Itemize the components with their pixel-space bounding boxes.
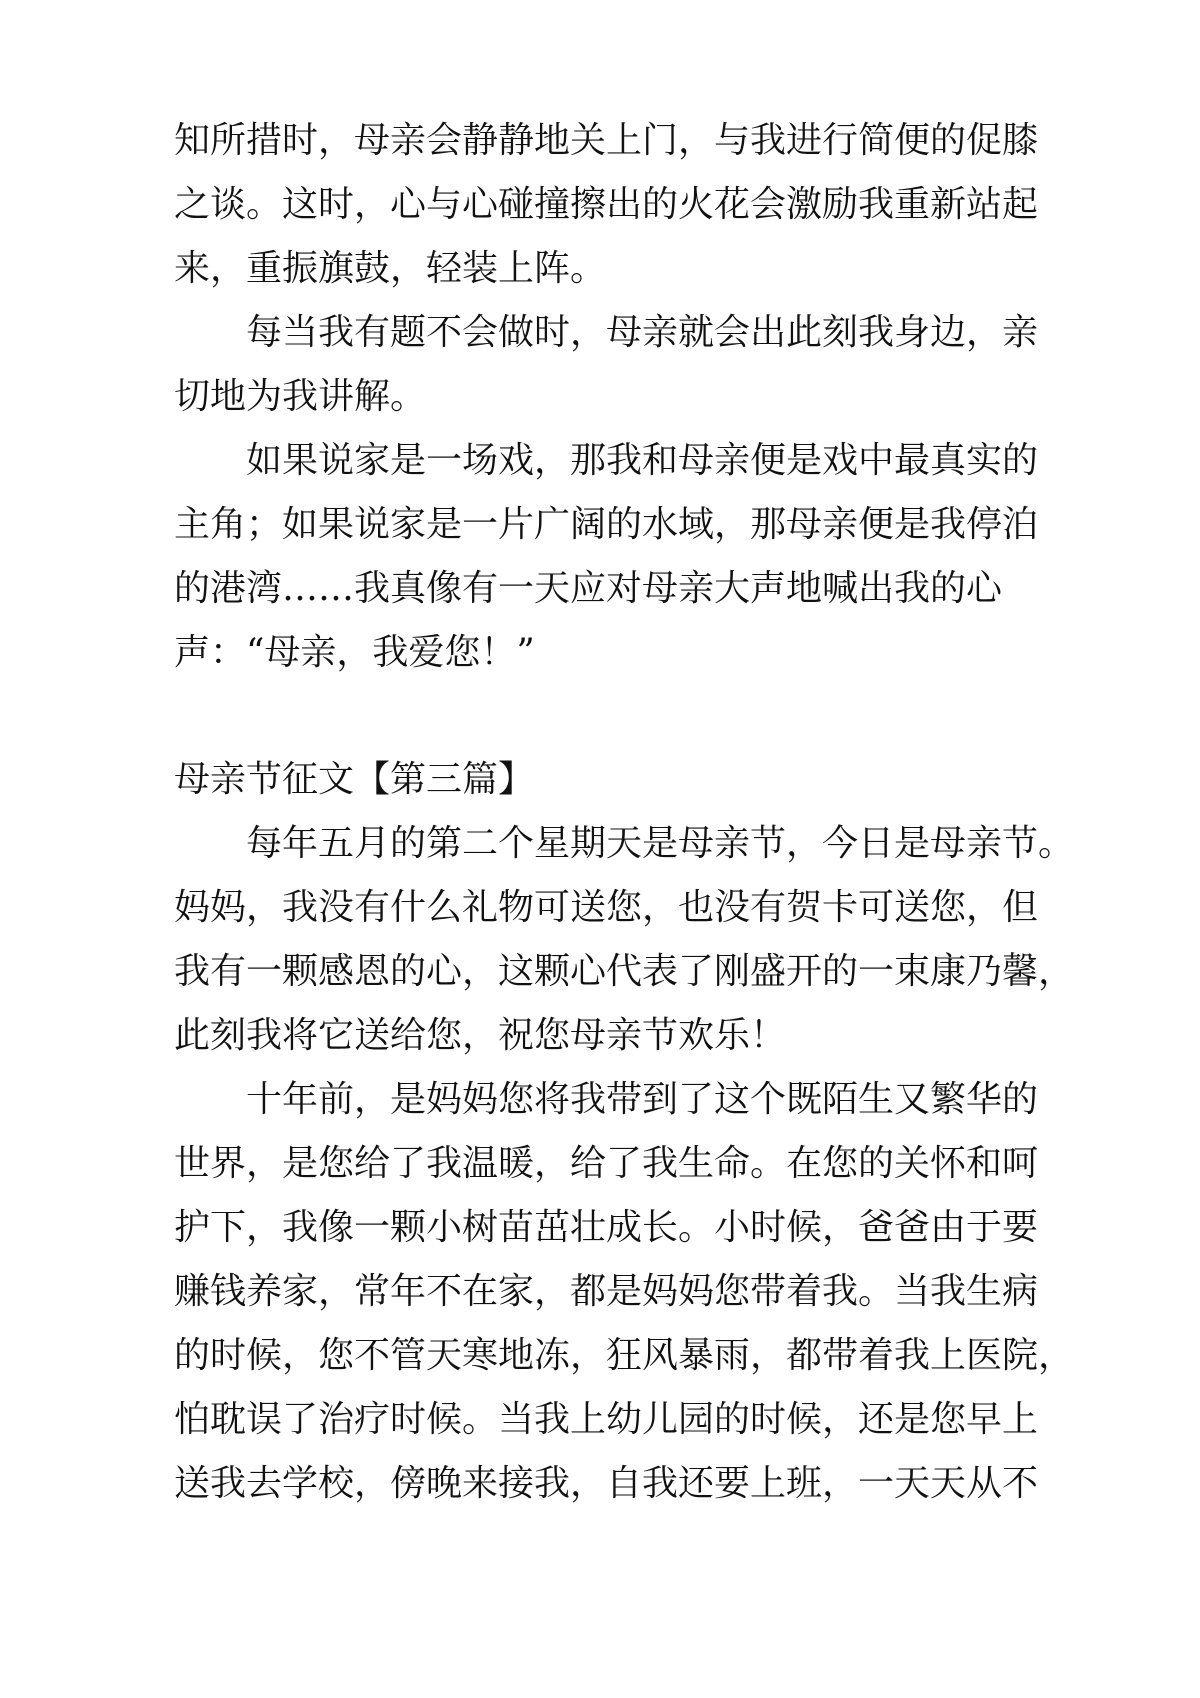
text-line: 来，重振旗鼓，轻装上阵。 <box>174 248 607 289</box>
paragraph-start-line: 十年前，是妈妈您将我带到了这个既陌生又繁华的 <box>246 1079 1039 1120</box>
text-line: 我有一颗感恩的心，这颗心代表了刚盛开的一束康乃馨， <box>174 951 1075 992</box>
section-title: 母亲节征文【第三篇】 <box>174 759 535 800</box>
paragraph-start-line: 每当我有题不会做时，母亲就会出此刻我身边，亲 <box>246 312 1039 353</box>
text-line: 赚钱养家，常年不在家，都是妈妈您带着我。当我生病 <box>174 1271 1039 1312</box>
text-line: 切地为我讲解。 <box>174 376 427 417</box>
text-line: 的时候，您不管天寒地冻，狂风暴雨，都带着我上医院， <box>174 1335 1075 1376</box>
text-line: 主角；如果说家是一片广阔的水域，那母亲便是我停泊 <box>174 504 1039 545</box>
text-line: 送我去学校，傍晚来接我，自我还要上班，一天天从不 <box>174 1463 1039 1504</box>
text-line: 声：“母亲，我爱您！” <box>174 632 535 673</box>
text-line: 世界，是您给了我温暖，给了我生命。在您的关怀和呵 <box>174 1143 1039 1184</box>
text-line: 怕耽误了治疗时候。当我上幼儿园的时候，还是您早上 <box>174 1399 1039 1440</box>
text-line: 此刻我将它送给您，祝您母亲节欢乐！ <box>174 1015 787 1056</box>
text-line: 之谈。这时，心与心碰撞擦出的火花会激励我重新站起 <box>174 184 1039 225</box>
text-line: 护下，我像一颗小树苗茁壮成长。小时候，爸爸由于要 <box>174 1207 1039 1248</box>
text-line: 妈妈，我没有什么礼物可送您，也没有贺卡可送您，但 <box>174 887 1039 928</box>
paragraph-start-line: 如果说家是一场戏，那我和母亲便是戏中最真实的 <box>246 440 1039 481</box>
paragraph-start-line: 每年五月的第二个星期天是母亲节，今日是母亲节。 <box>246 823 1075 864</box>
text-line: 的港湾……我真像有一天应对母亲大声地喊出我的心 <box>174 568 1003 609</box>
text-line: 知所措时，母亲会静静地关上门，与我进行简便的促膝 <box>174 120 1039 161</box>
